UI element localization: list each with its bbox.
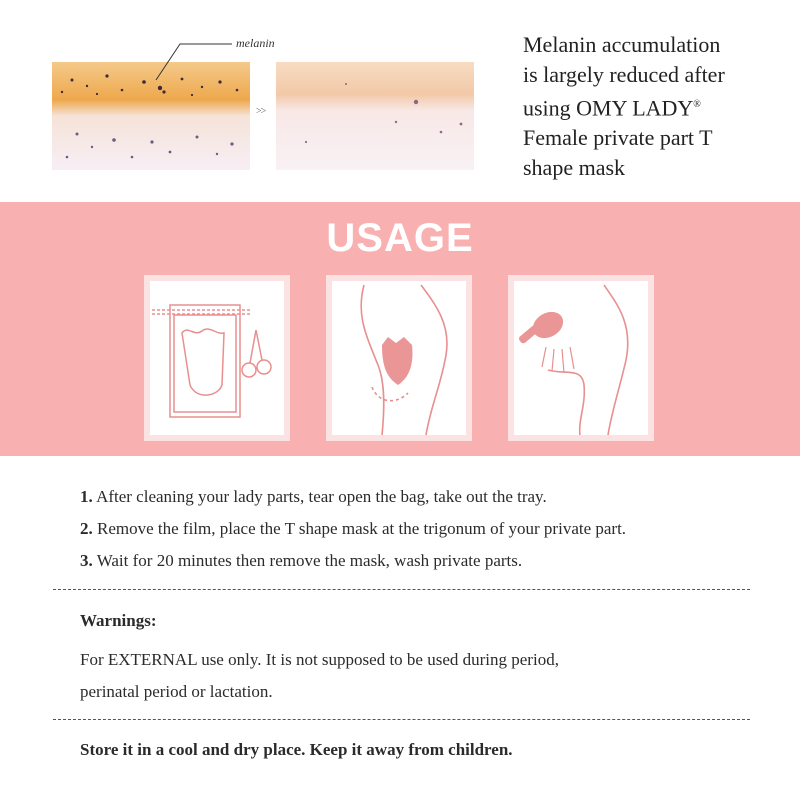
divider	[53, 719, 750, 720]
registered-mark: ®	[693, 99, 701, 110]
usage-panel-wash	[508, 275, 654, 441]
claim-line-5: shape mask	[523, 155, 626, 181]
divider	[53, 589, 750, 590]
usage-steps	[80, 481, 770, 577]
claim-line-1: Melanin accumulation	[523, 32, 721, 57]
melanin-pointer-line	[150, 40, 240, 86]
melanin-label: melanin	[236, 36, 275, 50]
storage-instructions: Store it in a cool and dry place. Keep it away from children.	[80, 740, 513, 759]
claim-line-2: is largely reduced after	[523, 62, 725, 87]
usage-section	[0, 202, 800, 456]
claim-line-3: using OMY LADY®	[523, 95, 701, 121]
after-tissue-image	[276, 62, 474, 170]
step-3: 3. Wait for 20 minutes then remove the mask, wash private parts.	[80, 551, 523, 570]
usage-panel-open-bag	[144, 275, 290, 441]
shower-wash-icon	[508, 275, 654, 441]
warnings-title: Warnings:	[80, 611, 157, 630]
before-after-arrow: >>	[256, 106, 266, 117]
bag-scissors-icon	[144, 275, 290, 441]
step-1: 1. After cleaning your lady parts, tear open the bag, take out the tray.	[80, 487, 547, 506]
apply-mask-icon	[326, 275, 472, 441]
usage-panel-apply-mask	[326, 275, 472, 441]
melanin-claim-text	[523, 30, 773, 183]
usage-title: USAGE	[326, 216, 474, 260]
claim-line-4: Female private part T	[523, 125, 713, 151]
comparison-section	[0, 0, 800, 200]
warnings-text: For EXTERNAL use only. It is not supposed to be used during period, perinatal period or lactation.	[80, 650, 559, 701]
step-2: 2. Remove the film, place the T shape mask at the trigonum of your private part.	[80, 519, 627, 538]
